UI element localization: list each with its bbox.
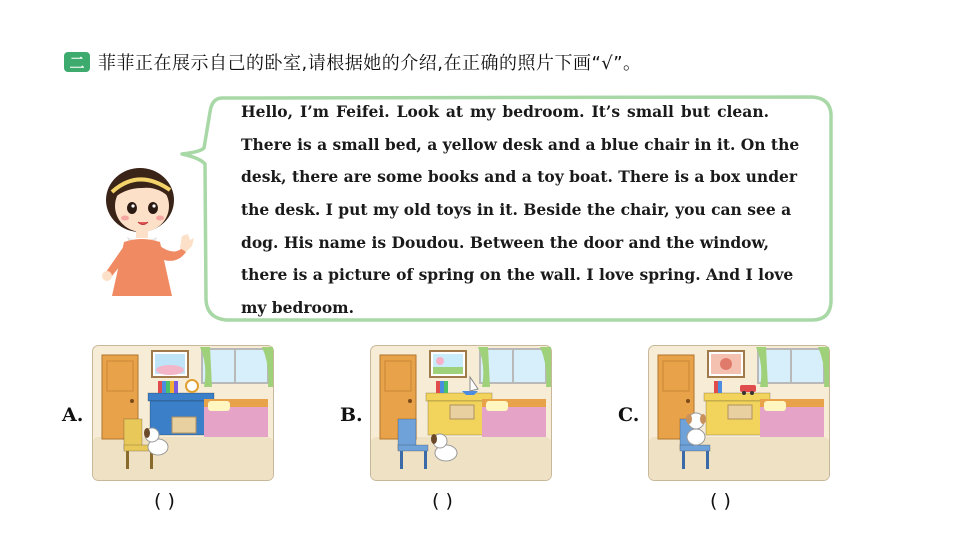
passage-line: there is a picture of spring on the wall. I love spring. And I love	[241, 265, 794, 285]
section-number-badge: 二	[64, 52, 90, 72]
passage-line: There is a small bed, a yellow desk and a blue chair in it. On the	[241, 134, 800, 154]
option-b-letter: B.	[340, 404, 363, 426]
passage-line: Hello, I’m Feifei. Look at my bedroom. It’s small but clean.	[241, 102, 769, 121]
chair-seat	[398, 445, 428, 451]
instruction-text: 菲菲正在展示自己的卧室,请根据她的介绍,在正确的照片下画“√”。	[98, 53, 642, 74]
girl-feifei-illustration	[98, 160, 198, 300]
passage-line: my bedroom.	[241, 298, 354, 318]
passage-line: desk, there are some books and a toy boat. There is a box under	[241, 167, 798, 187]
option-a-letter: A.	[62, 404, 84, 426]
bedroom-picture-c[interactable]	[648, 345, 830, 481]
passage-text	[241, 96, 800, 325]
answer-blank-a[interactable]: ( )	[154, 490, 175, 512]
passage-line: dog. His name is Doudou. Between the door and the window,	[241, 232, 769, 252]
answer-blank-c[interactable]: ( )	[710, 490, 731, 512]
bedroom-picture-a[interactable]	[92, 345, 274, 481]
bedroom-picture-b[interactable]	[370, 345, 552, 481]
option-c-letter: C.	[618, 404, 640, 426]
chair-seat	[680, 445, 710, 451]
answer-blank-b[interactable]: ( )	[432, 490, 453, 512]
passage-line: the desk. I put my old toys in it. Beside the chair, you can see a	[241, 200, 792, 220]
